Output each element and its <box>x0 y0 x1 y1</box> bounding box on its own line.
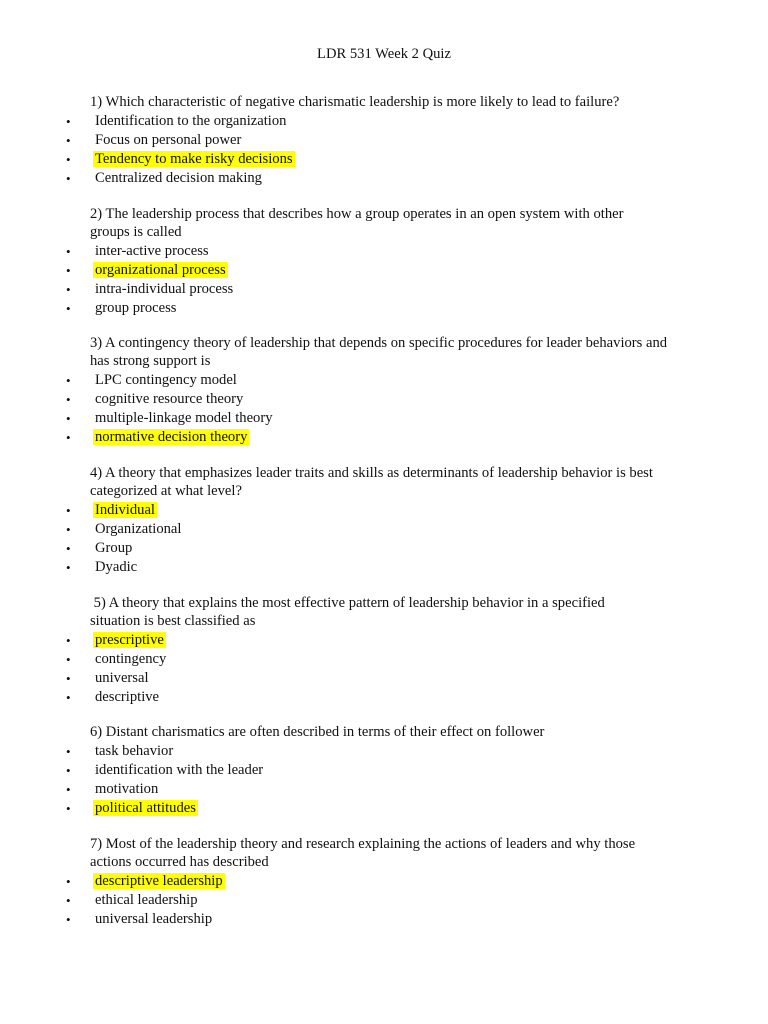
answer-option <box>66 872 665 891</box>
highlighted-answer-text: prescriptive <box>95 632 164 648</box>
answer-text: universal leadership <box>95 911 213 927</box>
bullet-icon: • <box>66 282 71 297</box>
bullet-icon: • <box>66 114 71 129</box>
answer-list <box>66 742 650 818</box>
answer-text: descriptive <box>95 689 160 705</box>
answer-list <box>66 112 650 188</box>
answer-option <box>66 409 670 428</box>
answer-text: inter-active process <box>95 243 209 259</box>
answer-option <box>66 371 670 390</box>
answer-option <box>66 428 670 447</box>
bullet-icon: • <box>66 430 71 445</box>
answer-option <box>66 761 650 780</box>
question-text: 4) A theory that emphasizes leader traits and skills as determinants of leadership behavior is best categorized at what level? <box>90 465 657 499</box>
answer-text: ethical leadership <box>95 892 198 908</box>
answer-text: Organizational <box>95 521 182 537</box>
answer-option <box>66 891 665 910</box>
bullet-icon: • <box>66 560 71 575</box>
answer-option <box>66 558 680 577</box>
answer-list <box>66 371 670 447</box>
answer-option <box>66 242 650 261</box>
answer-text: identification with the leader <box>95 762 264 778</box>
bullet-icon: • <box>66 541 71 556</box>
answer-option <box>66 780 650 799</box>
answer-text: Focus on personal power <box>95 132 242 148</box>
answer-text: intra-individual process <box>95 281 234 297</box>
answer-option <box>66 261 650 280</box>
answer-option <box>66 280 650 299</box>
bullet-icon: • <box>66 801 71 816</box>
bullet-icon: • <box>66 763 71 778</box>
document-title: LDR 531 Week 2 Quiz <box>317 46 451 62</box>
question-block <box>66 723 650 818</box>
answer-text: multiple-linkage model theory <box>95 410 273 426</box>
answer-option <box>66 742 650 761</box>
answer-text: Group <box>95 540 133 556</box>
bullet-icon: • <box>66 874 71 889</box>
bullet-icon: • <box>66 671 71 686</box>
question-block <box>66 334 671 447</box>
answer-option <box>66 112 650 131</box>
answer-text: universal <box>95 670 149 686</box>
answer-option <box>66 390 670 409</box>
answer-option <box>66 520 680 539</box>
bullet-icon: • <box>66 522 71 537</box>
question-block <box>66 205 650 318</box>
question-block <box>66 464 680 577</box>
answer-list <box>66 501 680 577</box>
bullet-icon: • <box>66 690 71 705</box>
answer-text: LPC contingency model <box>95 372 237 388</box>
bullet-icon: • <box>66 244 71 259</box>
answer-option <box>66 131 650 150</box>
answer-option <box>66 150 650 169</box>
bullet-icon: • <box>66 392 71 407</box>
highlighted-answer-text: organizational process <box>95 262 226 278</box>
answer-text: group process <box>95 300 177 316</box>
answer-text: Identification to the organization <box>95 113 287 129</box>
answer-option <box>66 910 665 929</box>
answer-list <box>66 242 650 318</box>
question-text: 7) Most of the leadership theory and research explaining the actions of leaders and why those actions occurred has described <box>90 836 639 870</box>
answer-option <box>66 299 650 318</box>
bullet-icon: • <box>66 171 71 186</box>
bullet-icon: • <box>66 633 71 648</box>
question-block <box>66 594 635 707</box>
answer-option <box>66 539 680 558</box>
question-text: 1) Which characteristic of negative charismatic leadership is more likely to lead to failure? <box>90 94 620 110</box>
answer-text: motivation <box>95 781 159 797</box>
question-text: 3) A contingency theory of leadership that depends on specific procedures for leader behaviors and has strong support is <box>90 335 671 369</box>
bullet-icon: • <box>66 893 71 908</box>
bullet-icon: • <box>66 782 71 797</box>
question-text: 5) A theory that explains the most effective pattern of leadership behavior in a specified situation is best classified as <box>90 595 609 629</box>
highlighted-answer-text: normative decision theory <box>95 429 248 445</box>
question-block <box>66 835 665 929</box>
answer-option <box>66 669 635 688</box>
bullet-icon: • <box>66 133 71 148</box>
bullet-icon: • <box>66 373 71 388</box>
answer-text: contingency <box>95 651 167 667</box>
highlighted-answer-text: descriptive leadership <box>95 873 223 889</box>
answer-text: task behavior <box>95 743 174 759</box>
question-text: 2) The leadership process that describes how a group operates in an open system with other groups is called <box>90 206 628 240</box>
question-block <box>66 93 650 188</box>
answer-text: Centralized decision making <box>95 170 262 186</box>
answer-text: cognitive resource theory <box>95 391 244 407</box>
answer-list <box>66 872 665 929</box>
bullet-icon: • <box>66 912 71 927</box>
answer-option <box>66 169 650 188</box>
answer-option <box>66 799 650 818</box>
answer-text: Dyadic <box>95 559 138 575</box>
bullet-icon: • <box>66 744 71 759</box>
bullet-icon: • <box>66 503 71 518</box>
answer-list <box>66 631 635 707</box>
answer-option <box>66 501 680 520</box>
bullet-icon: • <box>66 301 71 316</box>
bullet-icon: • <box>66 152 71 167</box>
question-text: 6) Distant charismatics are often described in terms of their effect on follower <box>90 724 545 740</box>
highlighted-answer-text: political attitudes <box>95 800 196 816</box>
answer-option <box>66 650 635 669</box>
highlighted-answer-text: Tendency to make risky decisions <box>95 151 293 167</box>
highlighted-answer-text: Individual <box>95 502 155 518</box>
answer-option <box>66 631 635 650</box>
bullet-icon: • <box>66 411 71 426</box>
bullet-icon: • <box>66 652 71 667</box>
answer-option <box>66 688 635 707</box>
bullet-icon: • <box>66 263 71 278</box>
